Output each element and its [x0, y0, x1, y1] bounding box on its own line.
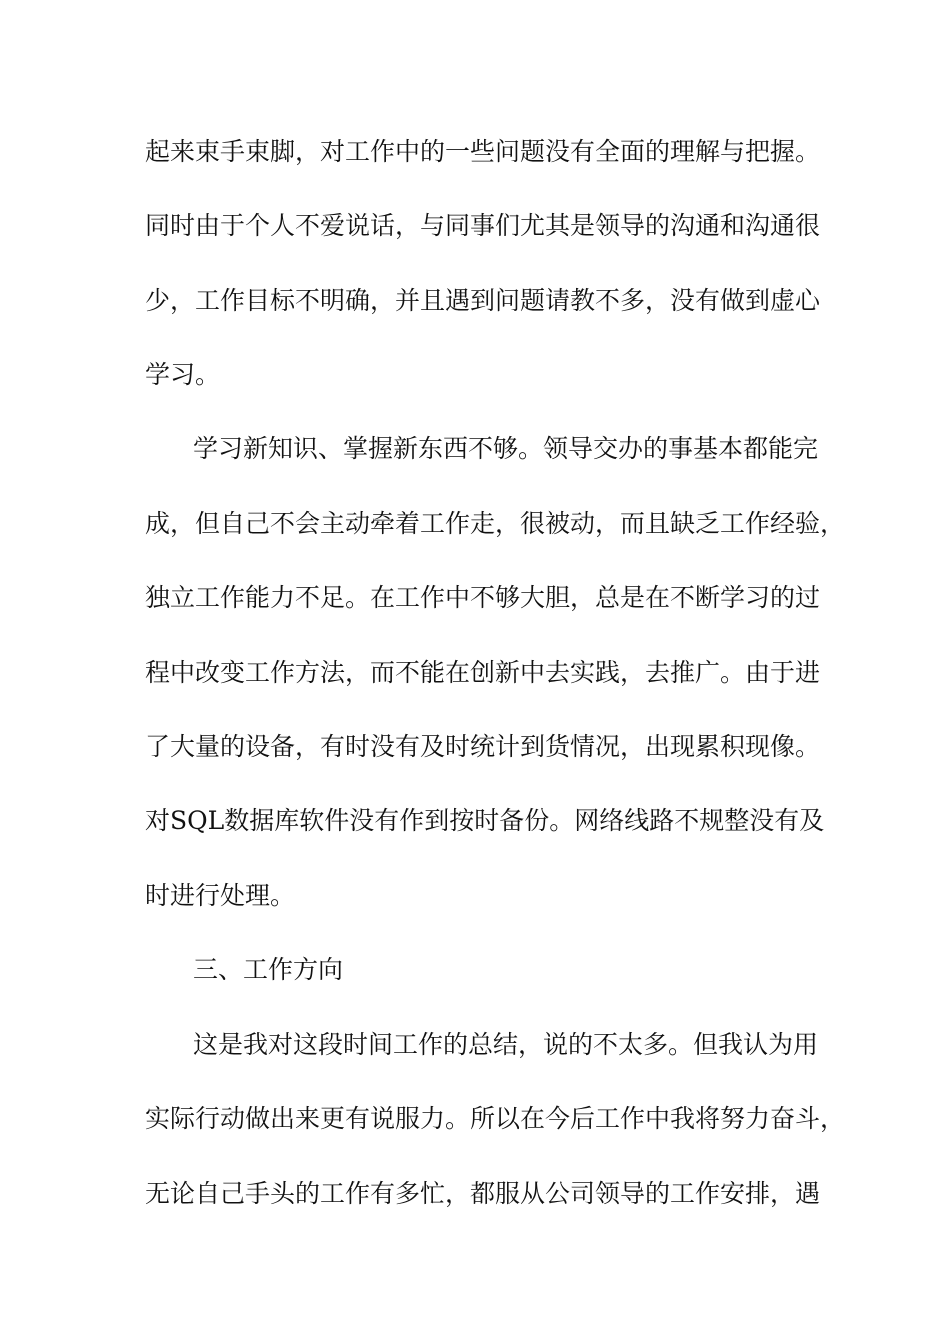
text-line: 时进行处理。 — [145, 881, 296, 910]
section-heading: 三、工作方向 — [193, 955, 344, 984]
text-line: 对SQL数据库软件没有作到按时备份。网络线路不规整没有及 — [145, 806, 825, 835]
text-line: 起来束手束脚，对工作中的一些问题没有全面的理解与把握。 — [145, 137, 821, 166]
text-line: 同时由于个人不爱说话，与同事们尤其是领导的沟通和沟通很 — [145, 211, 821, 240]
paragraph-first-line: 这是我对这段时间工作的总结，说的不太多。但我认为用 — [193, 1030, 819, 1059]
text-line: 少，工作目标不明确，并且遇到问题请教不多，没有做到虚心 — [145, 286, 821, 315]
text-line: 成，但自己不会主动牵着工作走，很被动，而且缺乏工作经验， — [145, 509, 846, 538]
text-line: 无论自己手头的工作有多忙，都服从公司领导的工作安排，遇 — [145, 1179, 821, 1208]
text-line: 学习。 — [145, 360, 221, 389]
text-line: 实际行动做出来更有说服力。所以在今后工作中我将努力奋斗， — [145, 1104, 846, 1133]
text-line: 独立工作能力不足。在工作中不够大胆，总是在不断学习的过 — [145, 583, 821, 612]
text-line: 了大量的设备，有时没有及时统计到货情况，出现累积现像。 — [145, 732, 821, 761]
text-line: 程中改变工作方法，而不能在创新中去实践，去推广。由于进 — [145, 658, 821, 687]
paragraph-first-line: 学习新知识、掌握新东西不够。领导交办的事基本都能完 — [193, 434, 819, 463]
